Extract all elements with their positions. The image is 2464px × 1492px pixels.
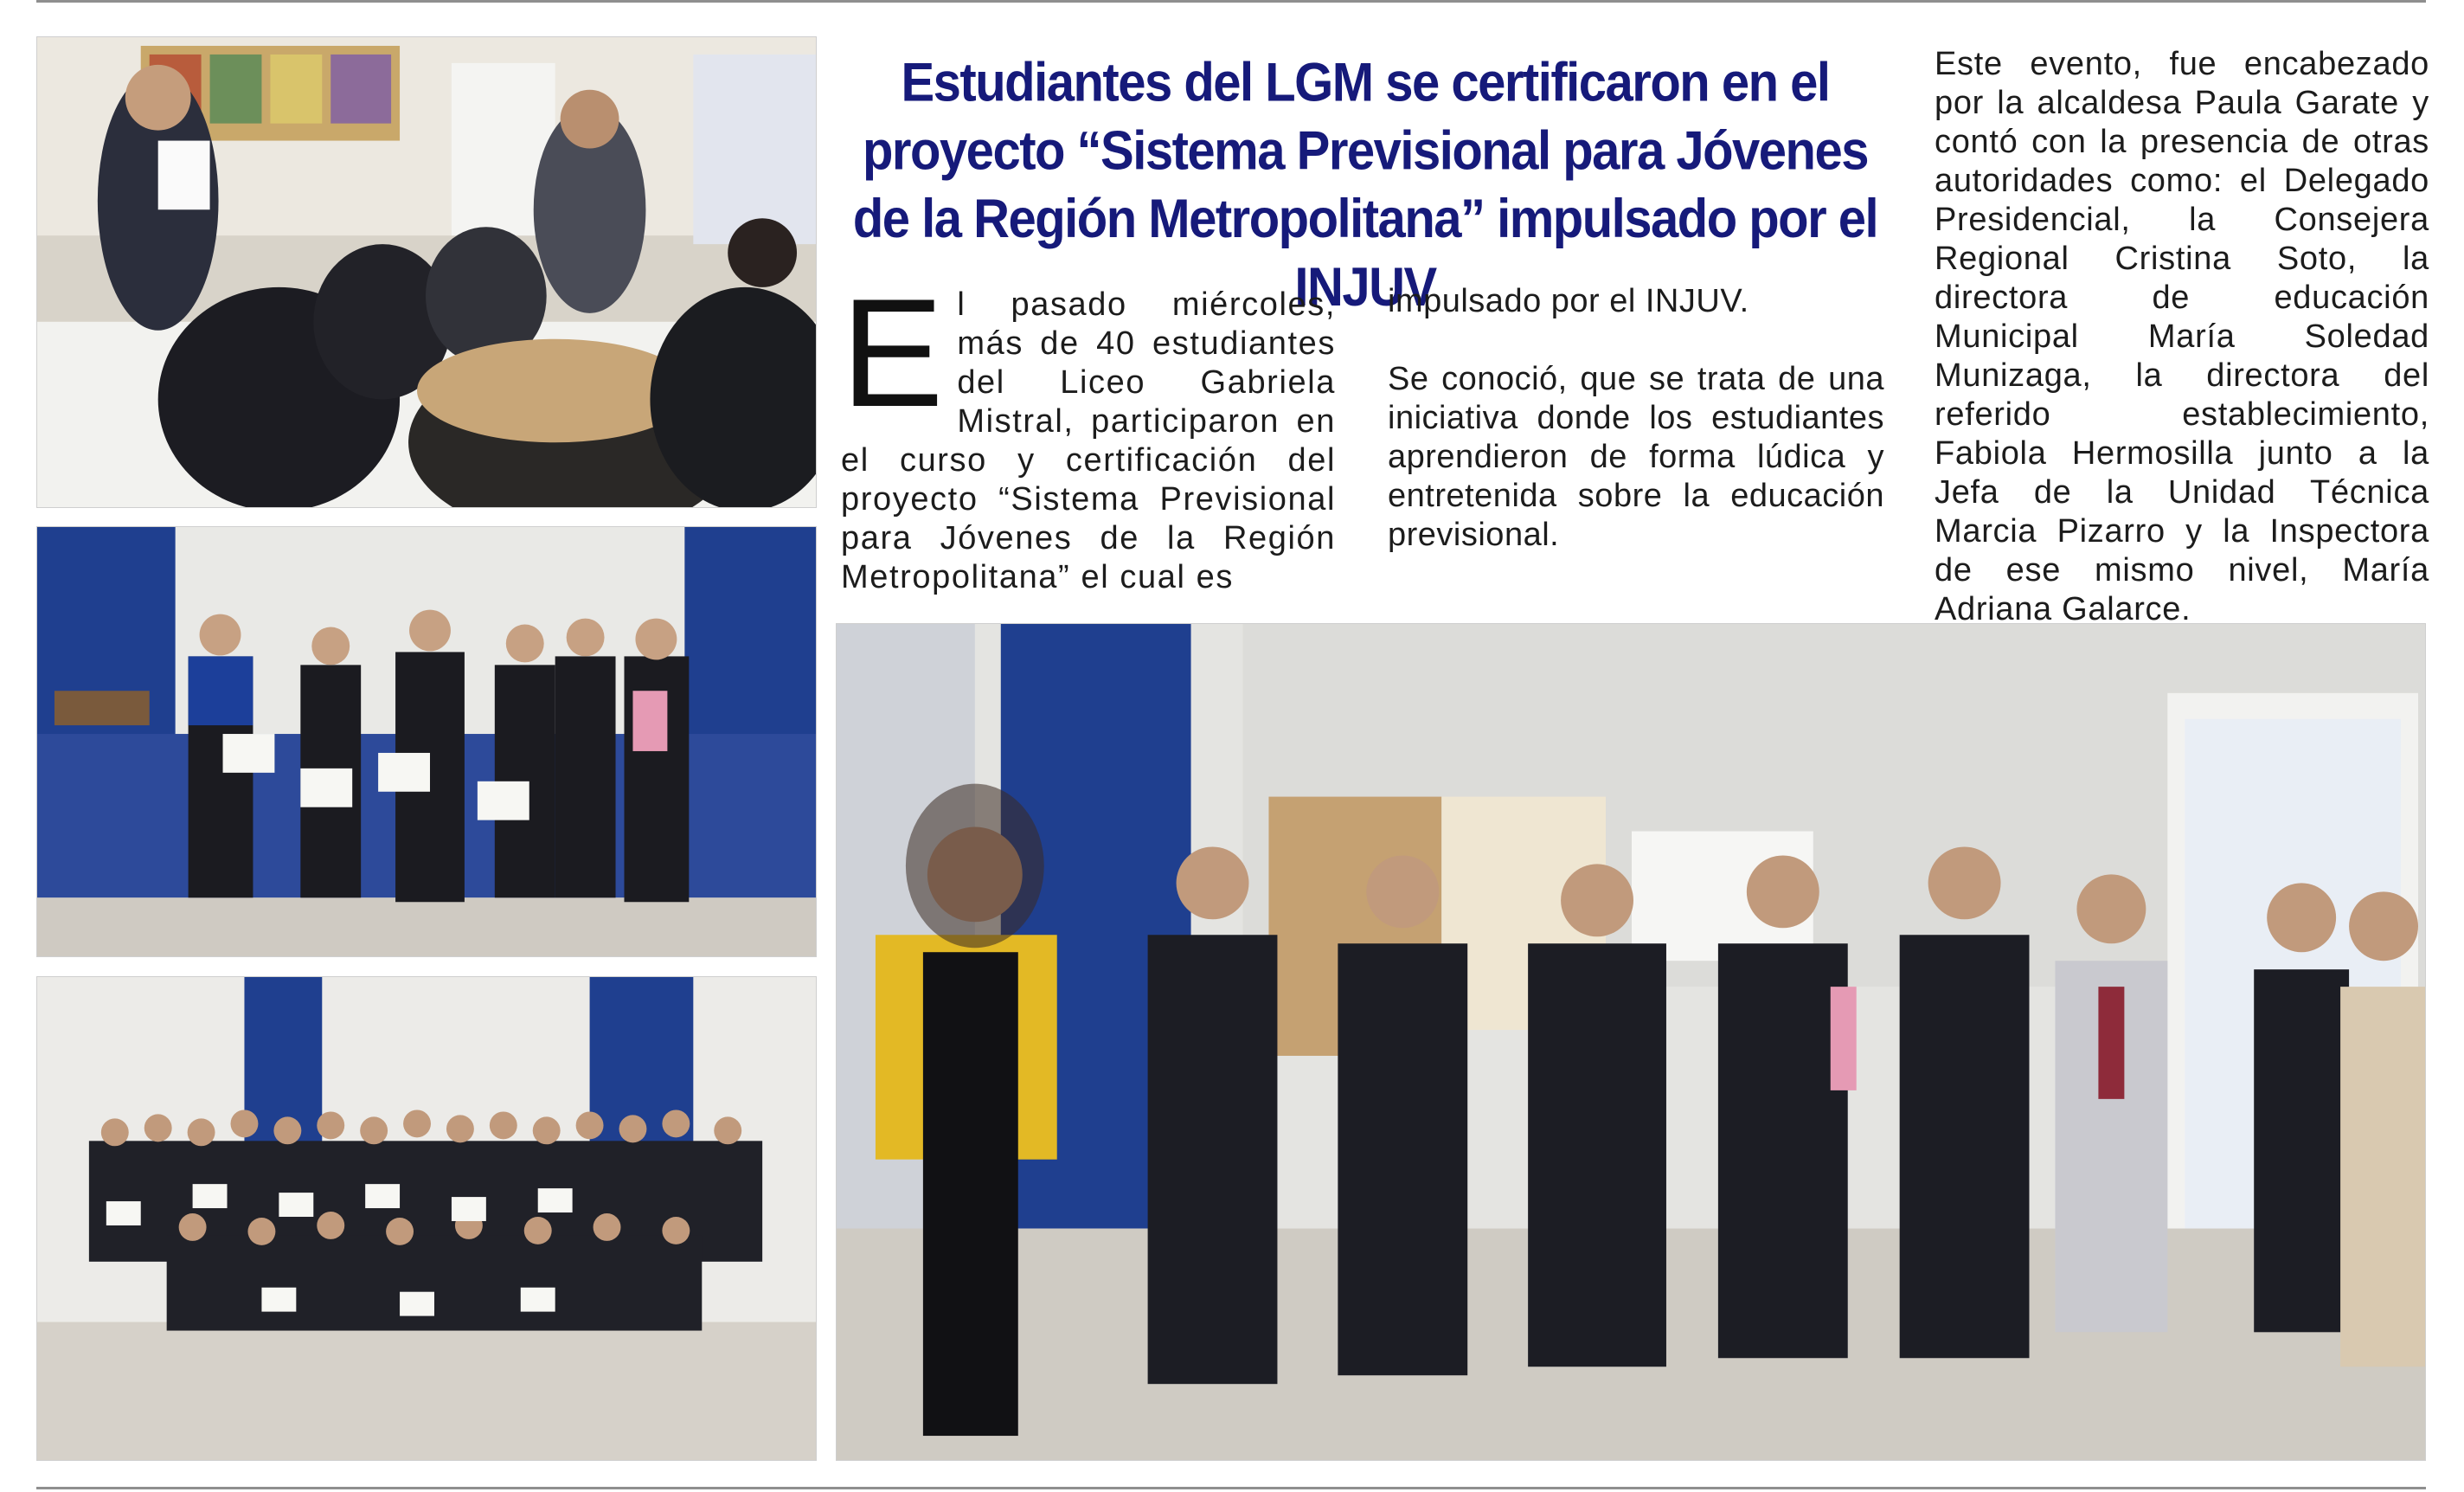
photo-students-working-classroom [36,36,817,508]
column-2-paragraph-1: impulsado por el INJUV. [1388,283,1749,319]
drop-cap: E [841,267,946,439]
photo-group-certificates [36,976,817,1461]
column-2-paragraph-2: Se conoció, que se trata de una iniciativa donde los estudiantes aprendieron de forma lúdica y entretenida sobre la educación previsional. [1388,361,1884,553]
photo-authorities-speech [836,623,2426,1461]
top-rule [36,0,2426,3]
column-3-paragraph-1: Este evento, fue encabezado por la alcaldesa Paula Garate y contó con la presencia de otras autoridades como: el Delegado Presidencial, la Consejera Regional Cristina Soto, la directora de educación Municipal María Soledad Munizaga, la directora del referido establecimiento, Fabiola Hermosilla junto a la Jefa de la Unidad Técnica Marcia Pizarro y la Inspectora de ese mismo nivel, María Adriana Galarce. [1935,46,2429,627]
article-column-2 [1388,282,1884,555]
lead-paragraph: l pasado miércoles, más de 40 estudiantes del Liceo Gabriela Mistral, participaron en el curso y certificación del proyecto “Sistema Previsional para Jóvenes de la Región Metropolitana” el cual es [841,286,1336,595]
bottom-rule [36,1487,2426,1489]
article-headline: Estudiantes del LGM se certificaron en el proyecto “Sistema Previsional para Jóvenes de la Región Metropolitana” impulsado por el INJUV [852,52,1878,318]
photo-students-with-certificates [36,526,817,957]
article-column-3 [1935,45,2429,629]
article-column-1 [841,267,1336,597]
